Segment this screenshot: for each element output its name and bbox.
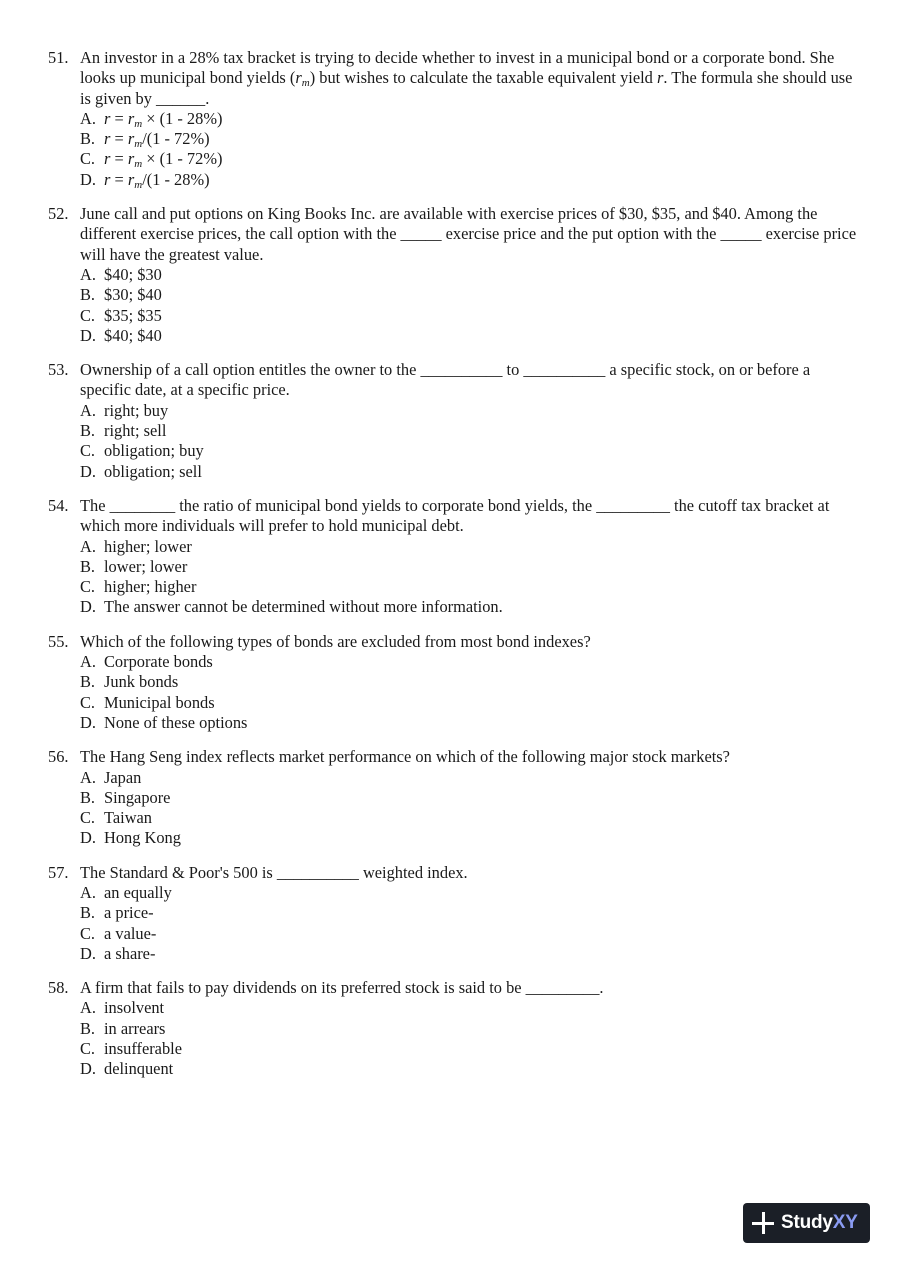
variable-r: r	[127, 129, 135, 149]
option-letter: B.	[80, 1018, 96, 1038]
option-letter: A.	[80, 264, 96, 284]
option-text: in arrears	[104, 1018, 166, 1038]
question-number: 56.	[48, 747, 69, 767]
option-text: Hong Kong	[104, 828, 181, 848]
option-letter: A.	[80, 108, 96, 128]
option-text: higher; higher	[104, 577, 197, 597]
option-text: The answer cannot be determined without more information.	[104, 597, 503, 617]
equals: =	[110, 149, 128, 169]
option-text: Singapore	[104, 787, 171, 807]
option-a	[80, 883, 858, 903]
option-letter: A.	[80, 882, 96, 902]
options	[80, 537, 858, 618]
option-a	[80, 998, 858, 1018]
option-letter: D.	[80, 828, 96, 848]
question-number: 57.	[48, 862, 69, 882]
question-56	[48, 747, 858, 848]
option-text	[104, 149, 222, 169]
option-letter: A.	[80, 652, 96, 672]
option-text: lower; lower	[104, 556, 188, 576]
option-c	[80, 1039, 858, 1059]
option-c	[80, 693, 858, 713]
question-51	[48, 48, 858, 190]
options	[80, 883, 858, 964]
brand-name-part: Study	[781, 1212, 833, 1233]
option-b	[80, 788, 858, 808]
option-letter: A.	[80, 767, 96, 787]
option-b	[80, 129, 858, 149]
question-text: Which of the following types of bonds are excluded from most bond indexes?	[80, 631, 591, 651]
option-a	[80, 265, 858, 285]
option-letter: C.	[80, 808, 96, 828]
options	[80, 401, 858, 482]
option-letter: D.	[80, 461, 96, 481]
option-letter: D.	[80, 712, 96, 732]
option-d	[80, 170, 858, 190]
question-number: 53.	[48, 360, 69, 380]
equals: =	[110, 129, 128, 149]
question-text	[80, 48, 858, 109]
option-c	[80, 306, 858, 326]
option-d	[80, 597, 858, 617]
subscript-m: m	[134, 178, 143, 191]
option-letter: B.	[80, 787, 96, 807]
question-text: Ownership of a call option entitles the owner to the __________ to __________ a specific stock, on or before a specific date, at a specific price.	[80, 360, 811, 400]
option-text: obligation; buy	[104, 441, 204, 461]
option-a	[80, 768, 858, 788]
question-52	[48, 204, 858, 346]
option-c	[80, 149, 858, 169]
question-55	[48, 632, 858, 733]
option-c	[80, 924, 858, 944]
option-text: right; buy	[104, 400, 169, 420]
variable-r: r	[127, 108, 135, 128]
equals: =	[110, 108, 128, 128]
option-b	[80, 421, 858, 441]
subscript-m: m	[134, 158, 143, 171]
option-b	[80, 672, 858, 692]
option-letter: A.	[80, 536, 96, 556]
brand-name-accent: XY	[832, 1212, 858, 1233]
option-letter: C.	[80, 577, 96, 597]
question-number: 58.	[48, 978, 69, 998]
question-text-part: ) but wishes to calculate the taxable equivalent yield	[309, 68, 657, 88]
option-letter: C.	[80, 923, 96, 943]
option-letter: D.	[80, 1059, 96, 1079]
option-d	[80, 326, 858, 346]
option-letter: D.	[80, 169, 96, 189]
option-d	[80, 828, 858, 848]
option-letter: B.	[80, 556, 96, 576]
option-text: $40; $30	[104, 264, 162, 284]
options	[80, 652, 858, 733]
option-b	[80, 285, 858, 305]
option-text: $35; $35	[104, 305, 162, 325]
options	[80, 265, 858, 346]
option-text: $40; $40	[104, 325, 162, 345]
variable-r: r	[104, 108, 111, 128]
option-text: delinquent	[104, 1059, 174, 1079]
option-letter: B.	[80, 903, 96, 923]
option-b	[80, 903, 858, 923]
question-54	[48, 496, 858, 618]
question-number: 52.	[48, 204, 69, 224]
option-letter: D.	[80, 943, 96, 963]
question-text-part: An investor in a 28% tax bracket is trying to decide whether to invest in a municipal bond or a corporate bond. She looks up municipal bond yields (	[80, 48, 835, 88]
formula-rest: × (1 - 28%)	[142, 108, 223, 128]
option-c	[80, 577, 858, 597]
question-text: The ________ the ratio of municipal bond yields to corporate bond yields, the _________ the cutoff tax bracket at which more individuals will prefer to hold municipal debt.	[80, 495, 830, 536]
option-text: a price-	[104, 903, 154, 923]
option-text	[104, 109, 222, 129]
studyxy-badge[interactable]	[743, 1203, 870, 1243]
option-letter: C.	[80, 1039, 96, 1059]
option-letter: D.	[80, 597, 96, 617]
option-text	[104, 129, 210, 149]
option-a	[80, 537, 858, 557]
option-text: Municipal bonds	[104, 692, 215, 712]
question-number: 54.	[48, 495, 69, 515]
question-text: June call and put options on King Books Inc. are available with exercise prices of $30, $35, and $40. Among the different exercise prices, the call option with the _____ exercise price and the put option with the _____ exercise price will have the greatest value.	[80, 204, 857, 264]
option-text: insufferable	[104, 1039, 182, 1059]
variable-r: r	[656, 68, 664, 88]
brand-name	[781, 1212, 858, 1234]
subscript-m: m	[134, 138, 143, 151]
option-text: None of these options	[104, 712, 248, 732]
question-text: The Hang Seng index reflects market performance on which of the following major stock markets?	[80, 747, 730, 767]
variable-r: r	[104, 169, 111, 189]
option-a	[80, 109, 858, 129]
option-b	[80, 1019, 858, 1039]
option-a	[80, 401, 858, 421]
option-d	[80, 462, 858, 482]
subscript-m: m	[134, 117, 143, 130]
option-letter: C.	[80, 441, 96, 461]
option-text: Japan	[104, 767, 142, 787]
option-letter: C.	[80, 305, 96, 325]
option-text: a share-	[104, 943, 156, 963]
option-d	[80, 713, 858, 733]
variable-r: r	[127, 169, 135, 189]
option-letter: A.	[80, 998, 96, 1018]
variable-r: r	[104, 149, 111, 169]
option-text: insolvent	[104, 998, 165, 1018]
option-c	[80, 808, 858, 828]
question-58	[48, 978, 858, 1079]
option-c	[80, 441, 858, 461]
question-text: A firm that fails to pay dividends on its preferred stock is said to be _________.	[80, 978, 604, 998]
option-letter: C.	[80, 692, 96, 712]
question-57	[48, 863, 858, 964]
option-text: $30; $40	[104, 285, 162, 305]
option-letter: B.	[80, 285, 96, 305]
option-letter: C.	[80, 149, 96, 169]
option-text: obligation; sell	[104, 461, 202, 481]
options	[80, 109, 858, 190]
option-text	[104, 170, 210, 190]
question-53	[48, 360, 858, 482]
equals: =	[110, 169, 128, 189]
option-letter: B.	[80, 421, 96, 441]
option-b	[80, 557, 858, 577]
options	[80, 998, 858, 1079]
option-letter: A.	[80, 400, 96, 420]
option-letter: D.	[80, 325, 96, 345]
option-text: right; sell	[104, 421, 167, 441]
formula-rest: /(1 - 72%)	[142, 129, 210, 149]
variable-r: r	[295, 68, 302, 88]
question-list	[48, 48, 858, 1094]
plus-icon	[752, 1212, 774, 1234]
option-text: higher; lower	[104, 536, 192, 556]
question-number: 51.	[48, 48, 69, 67]
subscript-m: m	[301, 77, 310, 90]
question-number: 55.	[48, 631, 69, 651]
formula-rest: × (1 - 72%)	[142, 149, 223, 169]
formula-rest: /(1 - 28%)	[142, 169, 210, 189]
option-d	[80, 944, 858, 964]
variable-r: r	[104, 129, 111, 149]
question-text-part: . The formula she should use is given by ______.	[80, 68, 853, 108]
options	[80, 768, 858, 849]
option-text: Corporate bonds	[104, 652, 213, 672]
variable-r: r	[127, 149, 135, 169]
option-text: Junk bonds	[104, 672, 179, 692]
option-letter: B.	[80, 129, 96, 149]
option-text: an equally	[104, 882, 172, 902]
option-text: a value-	[104, 923, 157, 943]
option-letter: B.	[80, 672, 96, 692]
question-text: The Standard & Poor's 500 is __________ weighted index.	[80, 862, 468, 882]
option-a	[80, 652, 858, 672]
option-d	[80, 1059, 858, 1079]
option-text: Taiwan	[104, 808, 153, 828]
